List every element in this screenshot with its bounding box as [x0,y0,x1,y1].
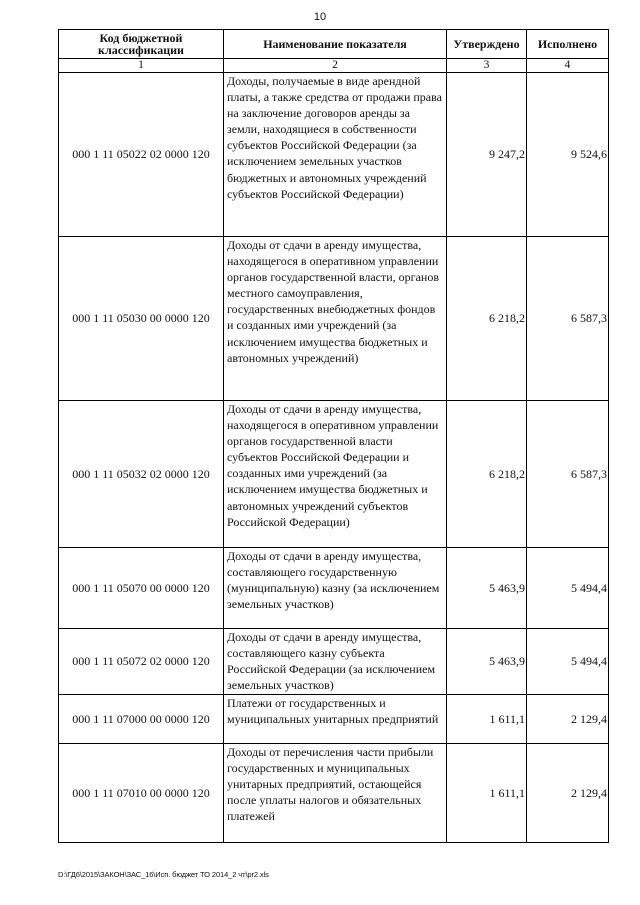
table-row [59,695,609,744]
row-code: 000 1 11 05030 00 0000 120 [59,237,224,401]
row-executed: 5 494,4 [527,629,609,695]
row-approved: 5 463,9 [447,629,527,695]
row-name: Доходы, получаемые в виде арендной платы, а также средства от продажи права на заключение договоров аренды за земли, находящиеся в собственности субъектов Российской Федерации (за исключением земельных участков бюджетных и автономных учреждений субъектов Российской Федерации) [224,73,447,237]
header-executed: Исполнено [527,30,609,59]
header-code: Код бюджетной классификации [59,30,224,59]
column-number: 1 [59,59,224,73]
row-executed: 6 587,3 [527,237,609,401]
row-executed: 9 524,6 [527,73,609,237]
table-row [59,237,609,401]
column-number: 4 [527,59,609,73]
table-row [59,548,609,629]
row-code: 000 1 11 05070 00 0000 120 [59,548,224,629]
row-code: 000 1 11 07010 00 0000 120 [59,744,224,843]
row-name: Доходы от сдачи в аренду имущества, находящегося в оперативном управлении органов государственной власти, органов местного самоуправления, государственных внебюджетных фондов и созданных ими учреждений (за исключением имущества бюджетных и автономных учреждений) [224,237,447,401]
row-code: 000 1 11 05032 02 0000 120 [59,401,224,548]
row-code: 000 1 11 05022 02 0000 120 [59,73,224,237]
row-approved: 1 611,1 [447,744,527,843]
row-name: Доходы от сдачи в аренду имущества, составляющего казну субъекта Российской Федерации (за исключением земельных участков) [224,629,447,695]
row-executed: 6 587,3 [527,401,609,548]
row-name: Доходы от сдачи в аренду имущества, составляющего государственную (муниципальную) казну (за исключением земельных участков) [224,548,447,629]
row-name: Платежи от государственных и муниципальных унитарных предприятий [224,695,447,744]
row-code: 000 1 11 05072 02 0000 120 [59,629,224,695]
column-number: 3 [447,59,527,73]
column-number: 2 [224,59,447,73]
row-code: 000 1 11 07000 00 0000 120 [59,695,224,744]
page-number: 10 [313,11,327,23]
table-row [59,744,609,843]
row-approved: 9 247,2 [447,73,527,237]
header-row [59,30,609,59]
header-approved: Утверждено [447,30,527,59]
table-row [59,73,609,237]
row-approved: 1 611,1 [447,695,527,744]
footer-file-path: D:\ГД6\2015\ЗАКОН\ЗАС_16\Исп. бюджет ТО 2014_2 чт\pr2.xls [58,870,269,879]
column-number-row [59,59,609,73]
row-executed: 2 129,4 [527,744,609,843]
header-name: Наименование показателя [224,30,447,59]
row-executed: 5 494,4 [527,548,609,629]
table-row [59,629,609,695]
row-approved: 6 218,2 [447,401,527,548]
row-name: Доходы от перечисления части прибыли государственных и муниципальных унитарных предприятий, остающейся после уплаты налогов и обязательных платежей [224,744,447,843]
table-row [59,401,609,548]
row-name: Доходы от сдачи в аренду имущества, находящегося в оперативном управлении органов государственной власти субъектов Российской Федерации и созданных ими учреждений (за исключением имущества бюджетных и автономных учреждений субъектов Российской Федерации) [224,401,447,548]
budget-table [58,29,609,843]
row-executed: 2 129,4 [527,695,609,744]
row-approved: 6 218,2 [447,237,527,401]
row-approved: 5 463,9 [447,548,527,629]
